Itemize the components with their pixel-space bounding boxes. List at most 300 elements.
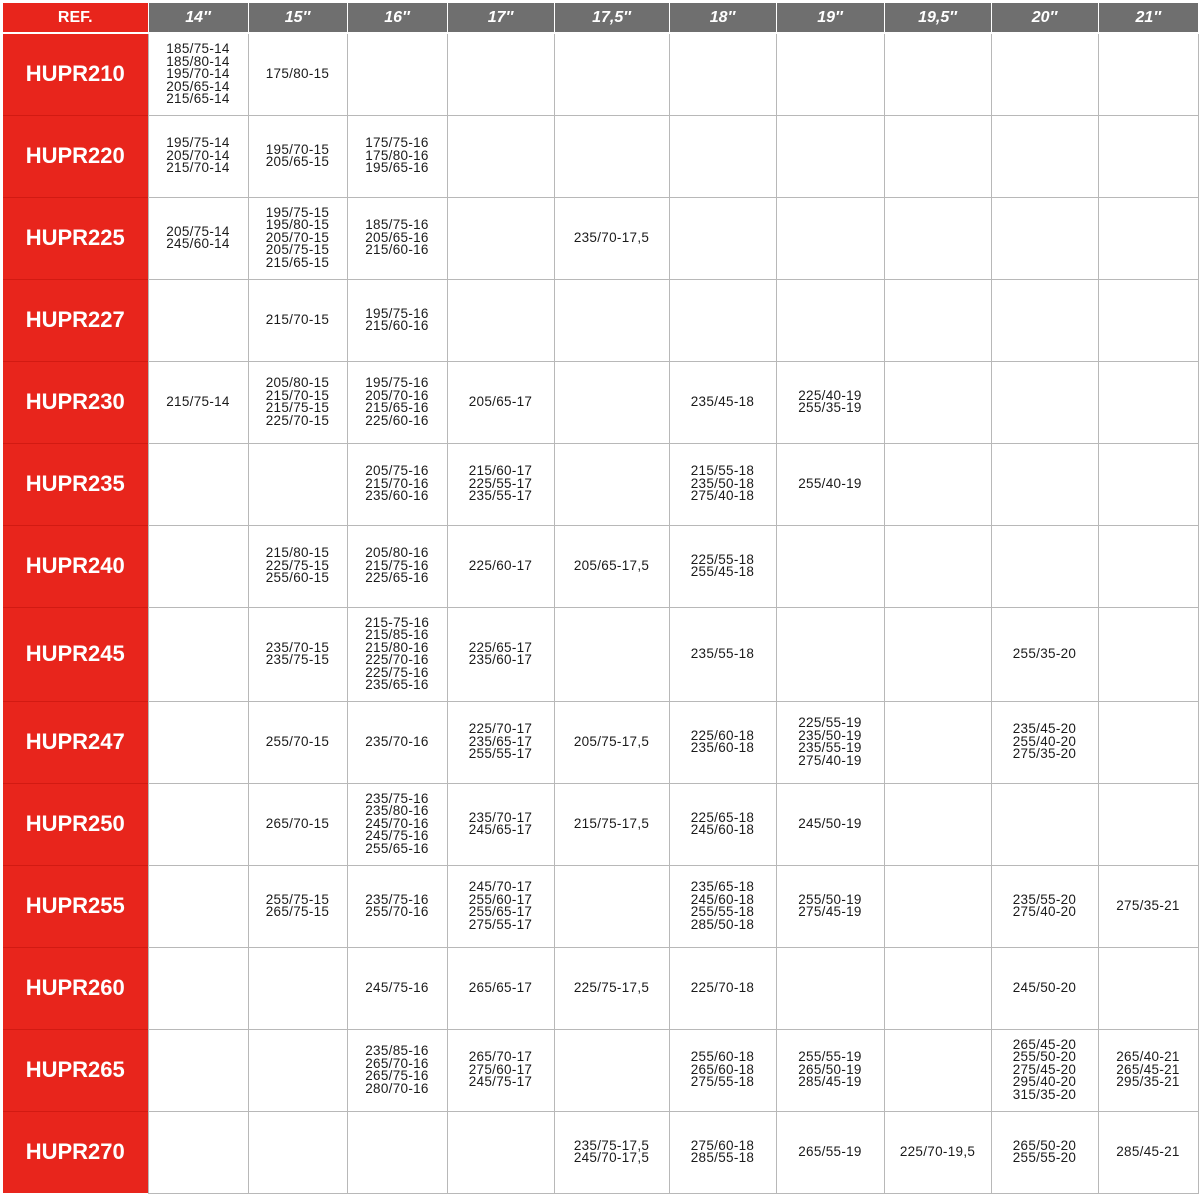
size-cell [669, 115, 776, 197]
table-row [3, 1029, 1198, 1111]
tire-size: 215/60-16 [365, 242, 429, 258]
size-cell [447, 607, 554, 701]
tire-size: 255/35-20 [1012, 645, 1077, 661]
header-size-col: 15″ [248, 3, 347, 33]
size-cell [447, 279, 554, 361]
size-cell [884, 443, 991, 525]
size-cell [148, 197, 248, 279]
size-cell [347, 443, 447, 525]
size-cell [1098, 1029, 1198, 1111]
size-cell [884, 279, 991, 361]
tire-size: 185/75-16 [365, 217, 429, 233]
tire-size: 235/60-17 [468, 652, 533, 667]
size-cell [148, 1029, 248, 1111]
size-cell [347, 361, 447, 443]
size-cell [1098, 701, 1198, 783]
size-cell [148, 33, 248, 115]
header-size-col: 20″ [991, 3, 1098, 33]
size-cell [991, 1029, 1098, 1111]
size-cell [1098, 865, 1198, 947]
size-cell [1098, 947, 1198, 1029]
tire-size: 225/75-16 [365, 664, 429, 680]
size-cell [1098, 279, 1198, 361]
header-size-col: 17″ [447, 3, 554, 33]
tire-size: 285/45-19 [798, 1074, 862, 1090]
size-cell [991, 607, 1098, 701]
tire-size: 245/60-18 [690, 891, 755, 907]
tire-size: 225/40-19 [798, 387, 862, 403]
size-cell [248, 115, 347, 197]
tire-size: 235/55-18 [690, 645, 755, 661]
table-row [3, 115, 1198, 197]
tire-size: 205/65-16 [365, 229, 429, 245]
size-cell [669, 197, 776, 279]
tire-size: 235/50-18 [690, 475, 755, 491]
size-cell [248, 1029, 347, 1111]
size-cell [347, 525, 447, 607]
tire-size: 235/60-16 [365, 488, 429, 504]
ref-code: HUPR255 [3, 865, 148, 947]
tire-size: 205/70-15 [265, 229, 330, 245]
tire-size: 215/65-14 [166, 91, 230, 106]
table-body [3, 33, 1198, 1193]
tire-size: 175/80-16 [365, 147, 429, 163]
tire-size: 225/65-16 [365, 570, 429, 586]
tire-size: 255/65-16 [365, 840, 429, 856]
header-row [3, 3, 1198, 33]
tire-size: 255/55-20 [1012, 1150, 1077, 1165]
size-cell [991, 701, 1098, 783]
size-cell [1098, 33, 1198, 115]
header-size-col: 14″ [148, 3, 248, 33]
size-cell [991, 865, 1098, 947]
size-cell [991, 361, 1098, 443]
tire-size: 215/65-16 [365, 400, 429, 415]
tire-size: 205/80-15 [265, 375, 330, 390]
size-cell [447, 33, 554, 115]
tire-size: 235/75-16 [365, 891, 429, 907]
size-cell [884, 197, 991, 279]
size-cell [447, 701, 554, 783]
tire-size: 265/70-16 [365, 1055, 429, 1071]
size-cell [148, 701, 248, 783]
tire-size: 195/75-16 [365, 305, 429, 321]
tire-size: 255/50-20 [1012, 1049, 1077, 1065]
tire-size: 215/75-17,5 [573, 815, 650, 831]
size-cell [1098, 607, 1198, 701]
tire-size: 255/55-18 [690, 904, 755, 919]
size-cell [347, 701, 447, 783]
tire-size: 275/40-18 [690, 488, 755, 504]
size-cell [447, 115, 554, 197]
tire-size: 215/60-16 [365, 318, 429, 333]
size-cell [884, 525, 991, 607]
size-cell [991, 443, 1098, 525]
tire-size: 265/70-15 [265, 815, 330, 831]
tire-size: 265/65-17 [468, 979, 533, 995]
size-cell [554, 1111, 669, 1193]
size-cell [347, 607, 447, 701]
header-ref: REF. [3, 3, 148, 33]
size-cell [248, 1111, 347, 1193]
tire-size: 235/70-16 [365, 733, 429, 749]
size-cell [991, 525, 1098, 607]
tire-size: 235/45-18 [690, 393, 755, 409]
size-cell [248, 783, 347, 865]
size-cell [148, 525, 248, 607]
size-cell [884, 115, 991, 197]
tire-size: 215/70-15 [265, 387, 330, 403]
table-row [3, 525, 1198, 607]
tire-size: 245/75-16 [365, 828, 429, 844]
table-row [3, 361, 1198, 443]
tire-size: 235/55-17 [468, 488, 533, 504]
tire-size: 275/55-17 [468, 916, 533, 932]
size-cell [148, 361, 248, 443]
table-row [3, 701, 1198, 783]
size-cell [884, 783, 991, 865]
size-cell [554, 783, 669, 865]
size-cell [669, 701, 776, 783]
size-cell [248, 33, 347, 115]
size-cell [148, 1111, 248, 1193]
table-row [3, 783, 1198, 865]
ref-code: HUPR247 [3, 701, 148, 783]
tire-size: 225/65-18 [690, 809, 755, 825]
tire-size: 205/70-14 [166, 147, 230, 163]
tire-size: 225/70-16 [365, 652, 429, 667]
ref-code: HUPR245 [3, 607, 148, 701]
tire-size: 235/80-16 [365, 803, 429, 819]
tire-size: 215/85-16 [365, 627, 429, 642]
tire-size: 275/40-19 [798, 752, 862, 768]
size-cell [554, 197, 669, 279]
tire-size: 255/65-17 [468, 904, 533, 919]
size-cell [776, 1111, 884, 1193]
tire-size: 215-75-16 [364, 614, 430, 630]
tire-size: 205/65-14 [166, 78, 230, 94]
size-cell [884, 33, 991, 115]
tire-size: 235/70-15 [265, 639, 330, 655]
tire-size: 195/75-16 [365, 375, 429, 390]
size-cell [148, 115, 248, 197]
tire-size: 195/65-16 [365, 160, 429, 176]
size-cell [776, 783, 884, 865]
size-cell [776, 947, 884, 1029]
size-cell [248, 197, 347, 279]
table-row [3, 197, 1198, 279]
size-cell [347, 947, 447, 1029]
size-cell [776, 865, 884, 947]
size-cell [669, 783, 776, 865]
size-cell [776, 361, 884, 443]
tire-size: 205/65-15 [265, 154, 330, 169]
tire-size: 225/75-15 [265, 557, 330, 573]
size-cell [248, 279, 347, 361]
size-cell [554, 607, 669, 701]
tire-size: 235/75-17,5 [573, 1137, 650, 1153]
tire-size: 215/60-17 [468, 463, 533, 479]
tire-size: 245/70-17 [468, 879, 533, 894]
size-cell [669, 525, 776, 607]
tire-size: 285/45-21 [1116, 1143, 1180, 1159]
tire-size: 205/75-16 [365, 463, 429, 479]
size-cell [884, 1029, 991, 1111]
tire-size: 255/55-19 [798, 1049, 862, 1065]
size-cell [1098, 197, 1198, 279]
size-cell [148, 279, 248, 361]
size-cell [447, 947, 554, 1029]
tire-size: 245/60-14 [166, 236, 230, 251]
ref-code: HUPR225 [3, 197, 148, 279]
tire-size: 225/70-19,5 [899, 1143, 976, 1159]
tire-size: 225/70-15 [265, 412, 330, 428]
size-cell [776, 443, 884, 525]
tire-size: 255/35-19 [798, 400, 862, 415]
size-cell [554, 361, 669, 443]
tire-size: 235/75-15 [265, 652, 330, 667]
table-row [3, 443, 1198, 525]
size-cell [347, 279, 447, 361]
size-cell [776, 1029, 884, 1111]
size-cell [1098, 443, 1198, 525]
header-size-col: 19″ [776, 3, 884, 33]
header-size-col: 16″ [347, 3, 447, 33]
size-cell [554, 115, 669, 197]
tire-size: 265/70-17 [468, 1049, 533, 1065]
tire-size: 255/40-20 [1012, 733, 1077, 749]
size-cell [1098, 361, 1198, 443]
size-cell [148, 783, 248, 865]
tire-size: 215/70-16 [365, 475, 429, 491]
tire-size: 215/80-15 [265, 545, 330, 561]
size-cell [669, 33, 776, 115]
size-cell [884, 947, 991, 1029]
size-cell [991, 115, 1098, 197]
size-cell [447, 361, 554, 443]
size-cell [554, 947, 669, 1029]
size-cell [884, 1111, 991, 1193]
size-cell [776, 115, 884, 197]
size-cell [884, 361, 991, 443]
size-cell [1098, 525, 1198, 607]
tire-size: 255/70-15 [265, 733, 330, 749]
tire-size: 255/70-16 [365, 904, 429, 919]
tire-size: 245/70-16 [365, 815, 429, 831]
tire-size: 225/75-17,5 [573, 979, 650, 995]
size-cell [884, 607, 991, 701]
size-cell [347, 197, 447, 279]
tire-size: 265/40-21 [1116, 1049, 1180, 1065]
tire-size: 215/75-16 [365, 557, 429, 573]
table-row [3, 279, 1198, 361]
tire-size: 235/50-19 [798, 727, 862, 743]
size-cell [776, 525, 884, 607]
size-cell [148, 443, 248, 525]
size-cell [776, 701, 884, 783]
tire-size: 175/80-15 [265, 66, 330, 81]
tire-size: 265/55-19 [798, 1143, 862, 1159]
tire-size: 235/45-20 [1012, 721, 1077, 737]
header-size-col: 19,5″ [884, 3, 991, 33]
tire-size: 215/80-16 [365, 639, 429, 655]
tire-size: 205/65-17 [468, 393, 533, 409]
ref-code: HUPR235 [3, 443, 148, 525]
size-cell [248, 607, 347, 701]
tire-size: 265/50-19 [798, 1061, 862, 1077]
tire-size: 275/45-20 [1012, 1061, 1077, 1077]
size-cell [148, 607, 248, 701]
tire-size: 225/55-18 [690, 551, 755, 567]
size-cell [447, 1029, 554, 1111]
tire-size: 295/35-21 [1116, 1074, 1180, 1090]
tire-size: 225/60-16 [365, 412, 429, 428]
table-row [3, 947, 1198, 1029]
tire-size: 245/75-16 [365, 979, 429, 995]
size-cell [447, 525, 554, 607]
tire-size: 185/80-14 [166, 53, 230, 69]
size-cell [447, 1111, 554, 1193]
tire-size: 205/80-16 [365, 545, 429, 561]
header-size-col: 17,5″ [554, 3, 669, 33]
tire-size: 195/70-14 [166, 66, 230, 81]
tire-size: 195/75-14 [166, 135, 230, 151]
table-row [3, 1111, 1198, 1193]
size-cell [669, 607, 776, 701]
tire-size: 235/65-16 [365, 677, 429, 692]
size-cell [1098, 783, 1198, 865]
size-cell [669, 361, 776, 443]
size-cell [991, 783, 1098, 865]
tire-size: 255/40-19 [798, 475, 862, 491]
table-row [3, 865, 1198, 947]
tire-size: 255/55-17 [468, 746, 533, 762]
tire-size: 215/70-14 [166, 160, 230, 176]
ref-code: HUPR270 [3, 1111, 148, 1193]
size-cell [148, 947, 248, 1029]
tire-size: 245/70-17,5 [573, 1150, 650, 1165]
size-cell [669, 947, 776, 1029]
size-cell [884, 701, 991, 783]
tire-size: 205/70-16 [365, 387, 429, 403]
tire-size: 245/60-18 [690, 822, 755, 837]
size-cell [447, 783, 554, 865]
tire-size-table [3, 3, 1199, 1194]
tire-size: 185/75-14 [166, 41, 230, 56]
size-cell [347, 1111, 447, 1193]
tire-size: 265/75-16 [365, 1068, 429, 1083]
size-cell [991, 197, 1098, 279]
tire-size: 225/65-17 [468, 639, 533, 655]
tire-size: 195/70-15 [265, 141, 330, 157]
size-cell [554, 701, 669, 783]
tire-size: 265/75-15 [265, 904, 330, 919]
ref-code: HUPR260 [3, 947, 148, 1029]
tire-size: 295/40-20 [1012, 1074, 1077, 1090]
tire-size: 245/50-20 [1012, 979, 1077, 995]
size-cell [248, 947, 347, 1029]
tire-size: 215/75-14 [166, 393, 230, 409]
tire-size: 245/75-17 [468, 1074, 533, 1090]
ref-code: HUPR210 [3, 33, 148, 115]
size-cell [776, 279, 884, 361]
size-cell [248, 525, 347, 607]
size-cell [248, 443, 347, 525]
tire-size: 285/50-18 [690, 916, 755, 932]
tire-size: 255/75-15 [265, 891, 330, 907]
tire-size: 255/50-19 [798, 891, 862, 907]
size-cell [554, 1029, 669, 1111]
tire-size: 235/85-16 [365, 1043, 429, 1058]
tire-size: 265/50-20 [1012, 1137, 1077, 1153]
tire-size: 215/75-15 [265, 400, 330, 415]
tire-size: 235/70-17,5 [573, 229, 650, 245]
tire-size: 235/65-17 [468, 733, 533, 749]
size-cell [554, 865, 669, 947]
header-size-col: 18″ [669, 3, 776, 33]
size-cell [1098, 1111, 1198, 1193]
tire-size: 275/45-19 [798, 904, 862, 919]
ref-code: HUPR230 [3, 361, 148, 443]
size-cell [554, 279, 669, 361]
size-cell [776, 33, 884, 115]
tire-size: 275/60-17 [468, 1061, 533, 1077]
tire-size: 315/35-20 [1012, 1086, 1077, 1102]
size-cell [447, 865, 554, 947]
tire-size: 225/55-17 [468, 475, 533, 491]
size-cell [669, 865, 776, 947]
size-cell [554, 443, 669, 525]
tire-size: 205/75-17,5 [573, 733, 650, 749]
tire-size: 205/65-17,5 [573, 557, 650, 573]
size-cell [148, 865, 248, 947]
tire-size: 275/55-18 [690, 1074, 755, 1090]
size-cell [1098, 115, 1198, 197]
tire-size: 225/60-17 [468, 557, 533, 573]
tire-size: 215/65-15 [265, 254, 330, 270]
tire-size: 215/55-18 [690, 463, 755, 479]
size-cell [776, 197, 884, 279]
ref-code: HUPR265 [3, 1029, 148, 1111]
tire-size: 205/75-15 [265, 242, 330, 258]
size-cell [669, 1111, 776, 1193]
tire-size: 215/70-15 [265, 311, 330, 327]
ref-code: HUPR227 [3, 279, 148, 361]
size-cell [991, 1111, 1098, 1193]
size-cell [991, 947, 1098, 1029]
size-cell [447, 197, 554, 279]
ref-code: HUPR220 [3, 115, 148, 197]
tire-size: 205/75-14 [166, 223, 230, 239]
tire-size: 280/70-16 [365, 1080, 429, 1096]
tire-size: 265/60-18 [690, 1061, 755, 1077]
size-cell [347, 33, 447, 115]
size-cell [991, 33, 1098, 115]
size-cell [669, 443, 776, 525]
size-cell [347, 115, 447, 197]
tire-size: 235/55-20 [1012, 891, 1077, 907]
tire-size: 255/60-15 [265, 570, 330, 586]
tire-size: 275/35-21 [1116, 897, 1180, 913]
tire-size: 255/60-18 [690, 1049, 755, 1065]
ref-code: HUPR250 [3, 783, 148, 865]
size-cell [248, 361, 347, 443]
size-cell [669, 1029, 776, 1111]
tire-size: 225/70-18 [690, 979, 755, 995]
tire-size: 275/40-20 [1012, 904, 1077, 919]
size-cell [554, 525, 669, 607]
tire-size: 175/75-16 [365, 135, 429, 151]
